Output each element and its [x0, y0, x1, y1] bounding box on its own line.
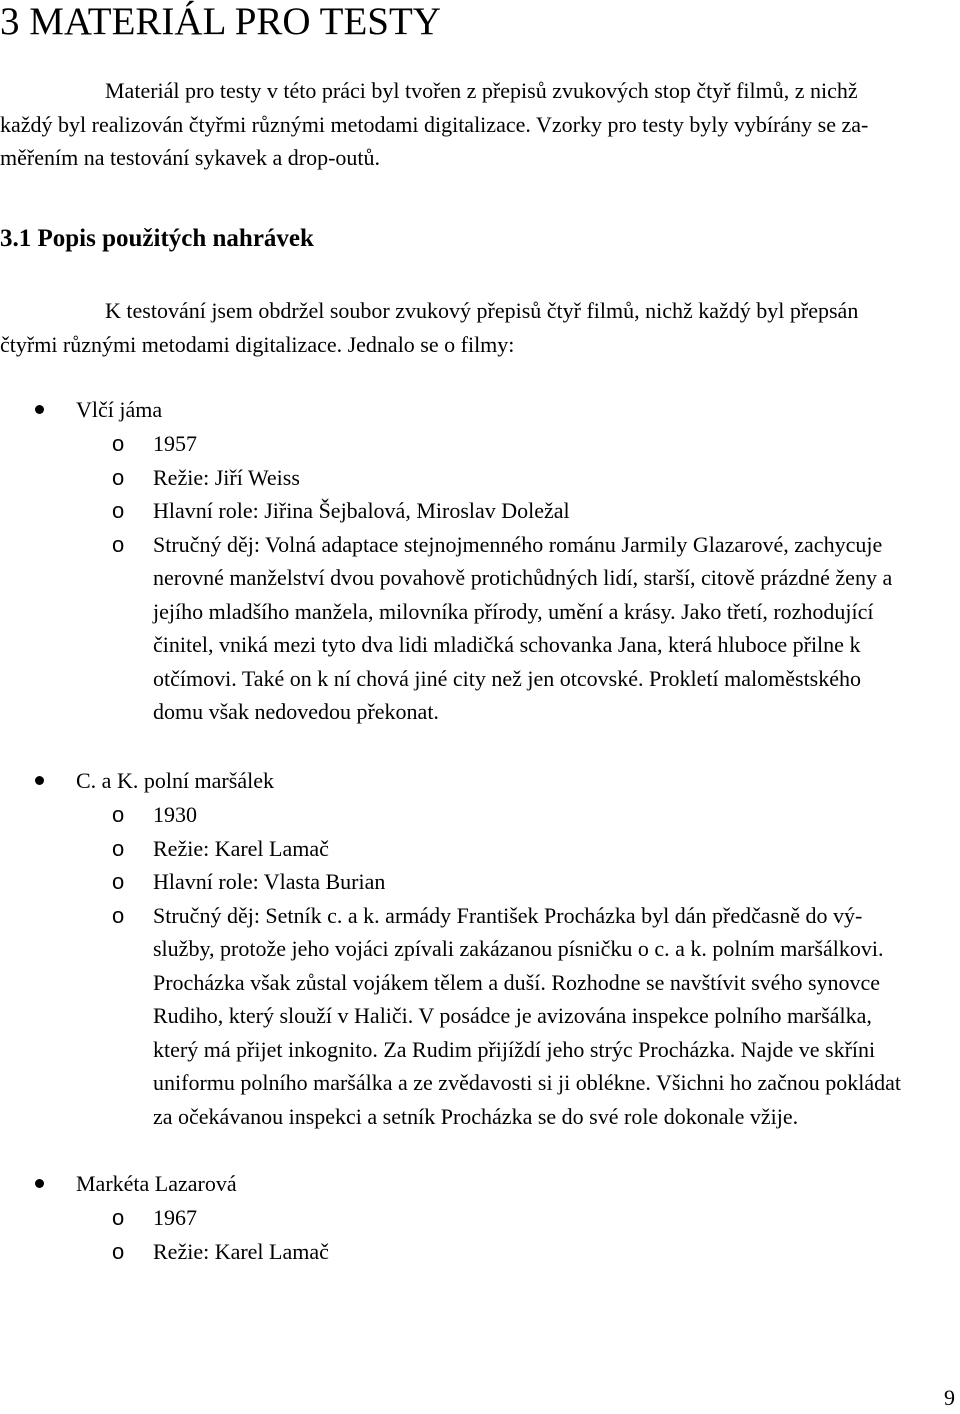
- bullet-icon: [35, 1179, 44, 1188]
- circle-bullet-icon: o: [112, 464, 125, 490]
- section-paragraph: [0, 294, 958, 361]
- intro-paragraph: [0, 74, 958, 175]
- film-detail-item: [0, 899, 960, 1134]
- film-entry: [0, 1167, 960, 1268]
- intro-line: Materiál pro testy v této práci byl tvořen z přepisů zvukových stop čtyř filmů, z nichž: [105, 78, 858, 103]
- detail-line: za očekávanou inspekci a setník Procházka se do své role dokonale vžije.: [153, 1103, 799, 1129]
- detail-line: Režie: Karel Lamač: [153, 1238, 329, 1264]
- detail-line: 1957: [153, 431, 197, 456]
- circle-bullet-icon: o: [112, 431, 125, 456]
- detail-line: Režie: Jiří Weiss: [153, 464, 300, 490]
- detail-line: Hlavní role: Vlasta Burian: [153, 869, 386, 894]
- film-detail-item: [0, 427, 960, 461]
- film-entry: [0, 393, 960, 729]
- detail-line: 1930: [153, 802, 197, 827]
- detail-line: jejího mladšího manžela, milovníka přírody, umění a krásy. Jako třetí, rozhodující: [153, 598, 874, 624]
- film-details: [0, 1201, 960, 1268]
- film-detail-item: [0, 494, 960, 528]
- film-title: Markéta Lazarová: [76, 1171, 237, 1196]
- page-number: 9: [944, 1385, 955, 1410]
- detail-line: nerovné manželství dvou povahově protichůdných lidí, starší, citově prázdné ženy a: [153, 565, 893, 590]
- detail-line: Procházka však zůstal vojákem tělem a duší. Rozhodne se navštívit svého synovce: [153, 969, 881, 995]
- film-detail-item: [0, 1201, 960, 1235]
- detail-line: Hlavní role: Jiřina Šejbalová, Miroslav Doležal: [153, 498, 570, 523]
- detail-line: uniformu polního maršálka a ze zvědavosti si ji oblékne. Všichni ho začnou pokládat: [153, 1070, 902, 1095]
- intro-line: každý byl realizován čtyřmi různými metodami digitalizace. Vzorky pro testy byly vybírány se za-: [0, 111, 869, 137]
- film-details: [0, 798, 960, 1133]
- circle-bullet-icon: o: [112, 902, 125, 928]
- film-detail-item: [0, 1235, 960, 1269]
- detail-line: Režie: Karel Lamač: [153, 835, 329, 861]
- circle-bullet-icon: o: [112, 1238, 125, 1264]
- circle-bullet-icon: o: [112, 869, 125, 894]
- circle-bullet-icon: o: [112, 835, 125, 861]
- detail-line: Stručný děj: Volná adaptace stejnojmenného románu Jarmily Glazarové, zachycuje: [153, 531, 883, 557]
- bullet-icon: [35, 405, 44, 414]
- section-line: K testování jsem obdržel soubor zvukový přepisů čtyř filmů, nichž každý byl přepsán: [105, 298, 859, 323]
- circle-bullet-icon: o: [112, 802, 125, 827]
- detail-line: domu však nedovedou překonat.: [153, 699, 439, 724]
- detail-line: Rudiho, který slouží v Haliči. V posádce je avizována inspekce polního maršálka,: [153, 1003, 872, 1028]
- circle-bullet-icon: o: [112, 1205, 125, 1230]
- film-title: C. a K. polní maršálek: [76, 768, 274, 793]
- detail-line: 1967: [153, 1205, 197, 1230]
- detail-line: otčímovi. Také on k ní chová jiné city než jen otcovské. Prokletí maloměstského: [153, 665, 862, 691]
- film-detail-item: [0, 461, 960, 495]
- film-detail-item: [0, 832, 960, 866]
- detail-line: Stručný děj: Setník c. a k. armády František Procházka byl dán předčasně do vý-: [153, 902, 863, 928]
- film-detail-item: [0, 865, 960, 899]
- circle-bullet-icon: o: [112, 531, 125, 557]
- film-entry: [0, 764, 960, 1133]
- detail-line: činitel, vniká mezi tyto dva lidi mladičká schovanka Jana, která hluboce přilne k: [153, 632, 861, 657]
- film-detail-item: [0, 528, 960, 729]
- section-title: 3.1 Popis použitých nahrávek: [0, 225, 314, 252]
- film-details: [0, 427, 960, 729]
- circle-bullet-icon: o: [112, 498, 125, 523]
- chapter-title: 3 MATERIÁL PRO TESTY: [0, 0, 441, 43]
- film-detail-item: [0, 798, 960, 832]
- bullet-icon: [35, 776, 44, 785]
- detail-line: služby, protože jeho vojáci zpívali zakázanou písničku o c. a k. polním maršálkovi.: [153, 936, 884, 961]
- section-line: čtyřmi různými metodami digitalizace. Jednalo se o filmy:: [0, 331, 515, 357]
- film-title: Vlčí jáma: [76, 397, 163, 422]
- intro-line: měřením na testování sykavek a drop-outů.: [0, 145, 381, 170]
- detail-line: který má přijet inkognito. Za Rudim přijíždí jeho strýc Procházka. Najde ve skříni: [153, 1036, 876, 1062]
